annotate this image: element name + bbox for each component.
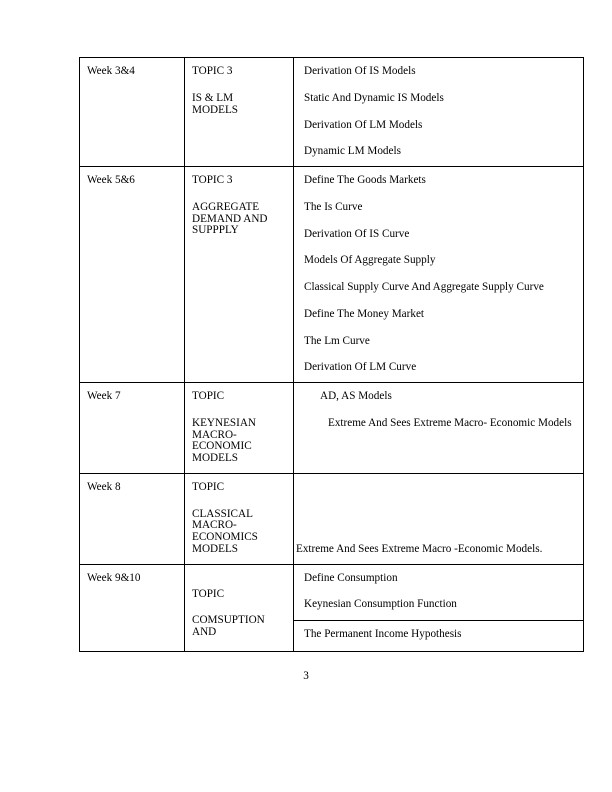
description-item: Derivation Of LM Curve <box>304 361 417 374</box>
week-cell <box>80 58 185 167</box>
description-item: The Lm Curve <box>304 334 370 347</box>
topic-cell <box>185 473 294 564</box>
topic-line: SUPPPLY <box>192 224 239 237</box>
description-item: Static And Dynamic IS Models <box>304 91 444 104</box>
topic-cell <box>185 564 294 651</box>
description-subcell <box>294 565 583 621</box>
description-item: Define The Money Market <box>304 307 425 320</box>
week-cell <box>80 167 185 383</box>
description-subtable <box>294 565 583 651</box>
table-row <box>80 58 584 167</box>
description-subcell <box>294 621 583 651</box>
week-label: Week 8 <box>87 480 121 493</box>
description-cell <box>294 473 584 564</box>
description-item: Define Consumption <box>304 571 398 584</box>
week-label: Week 5&6 <box>87 174 135 186</box>
topic-heading: TOPIC <box>192 587 225 600</box>
topic-heading: TOPIC <box>192 480 225 493</box>
topic-line: AGGREGATE <box>192 200 260 213</box>
topic-line: CLASSICAL <box>192 507 253 520</box>
description-subrow <box>294 621 583 651</box>
topic-cell <box>185 167 294 383</box>
description-item: Derivation Of IS Curve <box>304 227 410 240</box>
description-cell <box>294 58 584 167</box>
topic-line: ECONOMICS <box>192 531 258 543</box>
description-cell <box>294 167 584 383</box>
description-item: Derivation Of IS Models <box>304 65 416 77</box>
description-item: Derivation Of LM Models <box>304 118 423 131</box>
topic-line: MACRO- <box>192 519 237 532</box>
description-subrow <box>294 565 583 621</box>
week-cell <box>80 473 185 564</box>
description-cell <box>294 564 584 651</box>
description-item: The Permanent Income Hypothesis <box>304 628 462 640</box>
description-item: Extreme And Sees Extreme Macro -Economic Models. <box>296 542 543 555</box>
topic-line: MACRO- <box>192 428 237 441</box>
week-label: Week 3&4 <box>87 65 135 77</box>
topic-heading: TOPIC 3 <box>192 65 233 77</box>
week-cell <box>80 383 185 474</box>
syllabus-table <box>79 57 584 652</box>
topic-line: COMSUPTION <box>192 614 265 627</box>
topic-line: IS & LM <box>192 91 234 104</box>
description-item: Dynamic LM Models <box>304 145 401 158</box>
page-number: 3 <box>303 670 309 682</box>
description-item: Keynesian Consumption Function <box>304 598 457 611</box>
topic-heading: TOPIC <box>192 390 225 402</box>
description-item: Classical Supply Curve And Aggregate Supply Curve <box>304 281 544 293</box>
topic-line: ECONOMIC <box>192 440 252 453</box>
week-cell <box>80 564 185 651</box>
table-row <box>80 383 584 474</box>
table-row <box>80 167 584 383</box>
description-item: Define The Goods Markets <box>304 174 426 186</box>
table-row <box>80 473 584 564</box>
topic-heading: TOPIC 3 <box>192 174 233 186</box>
week-label: Week 9&10 <box>87 571 141 584</box>
description-item: Models Of Aggregate Supply <box>304 254 436 267</box>
topic-line: MODELS <box>192 103 238 116</box>
description-item: The Is Curve <box>304 200 363 213</box>
topic-line: AND <box>192 626 217 638</box>
topic-cell <box>185 383 294 474</box>
topic-cell <box>185 58 294 167</box>
table-row <box>80 564 584 651</box>
description-item: Extreme And Sees Extreme Macro- Economic Models <box>328 416 572 429</box>
description-item: AD, AS Models <box>320 390 392 402</box>
description-cell <box>294 383 584 474</box>
topic-line: MODELS <box>192 452 238 464</box>
topic-line: DEMAND AND <box>192 212 268 225</box>
topic-line: KEYNESIAN <box>192 416 257 429</box>
week-label: Week 7 <box>87 390 121 402</box>
topic-line: MODELS <box>192 542 238 555</box>
